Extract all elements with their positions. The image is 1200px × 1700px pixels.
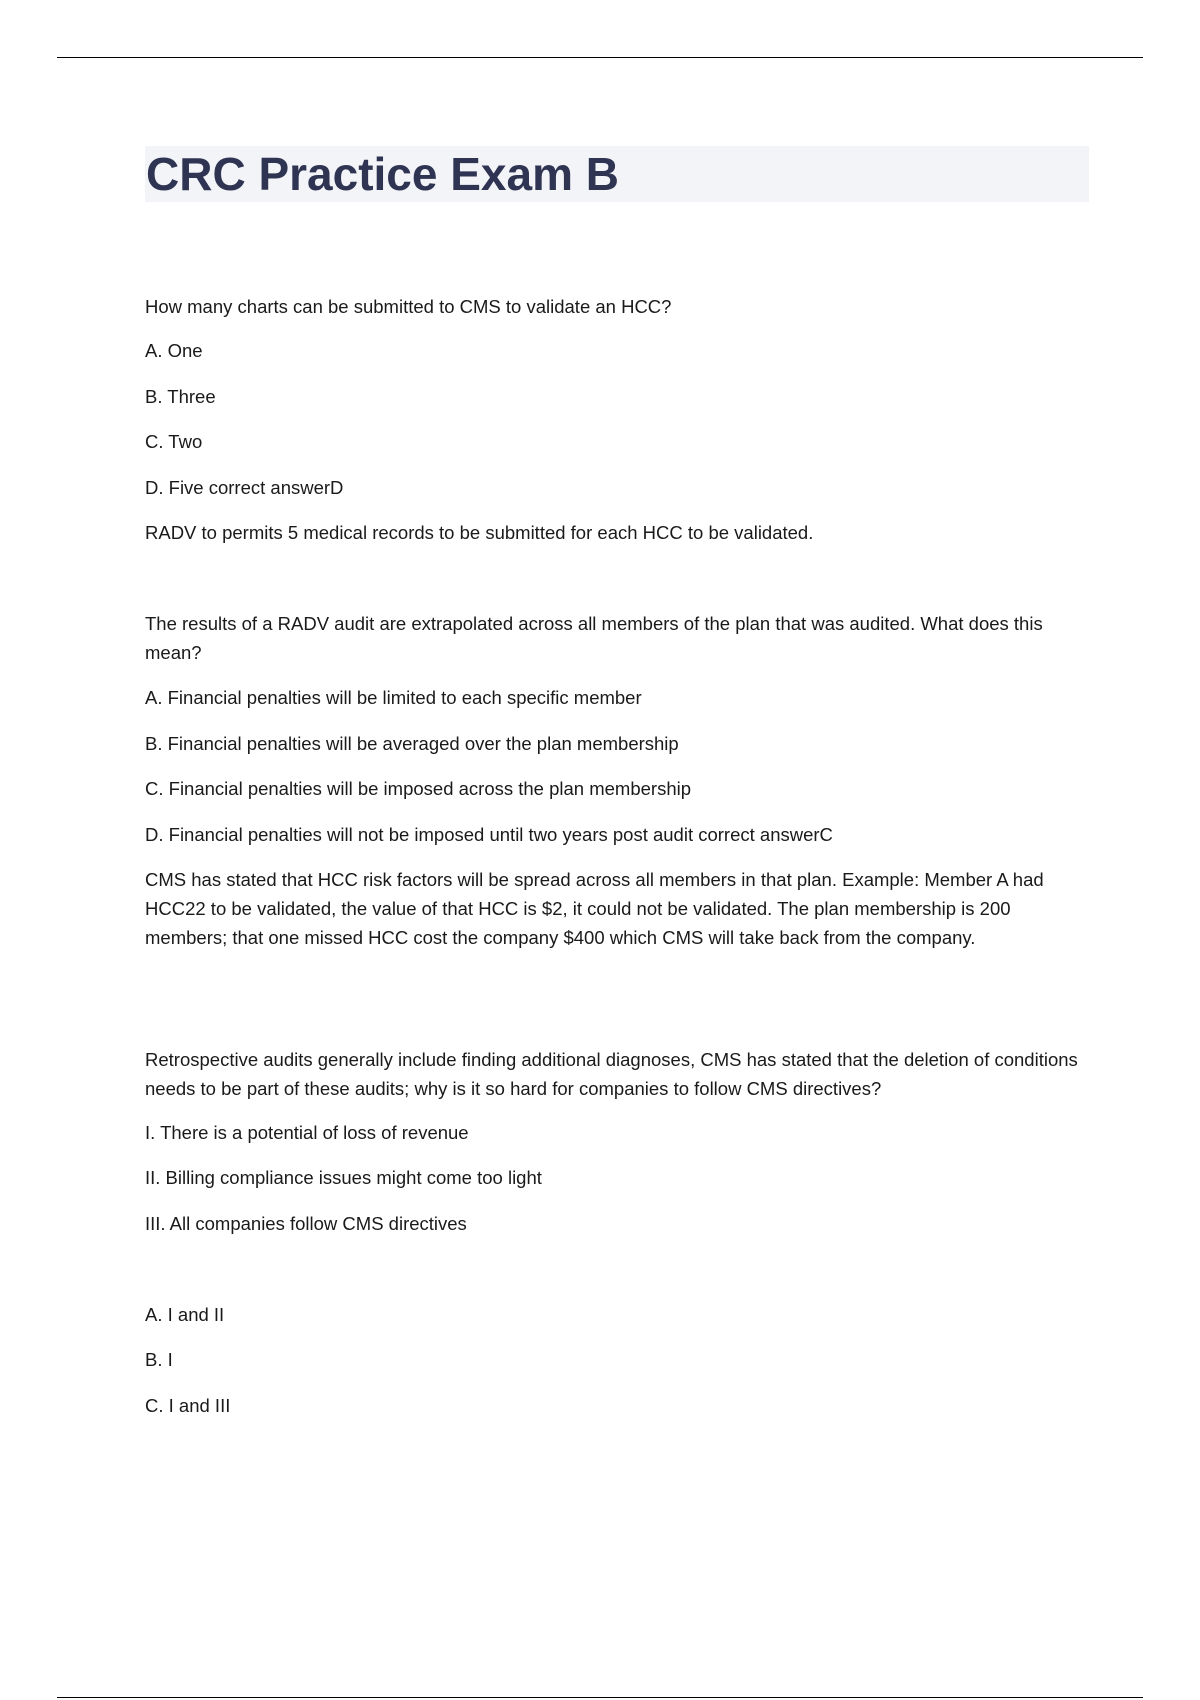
question-2-option-b: B. Financial penalties will be averaged over the plan membership xyxy=(145,733,679,754)
question-3-stem: Retrospective audits generally include finding additional diagnoses, CMS has stated that the deletion of conditions needs to be part of these audits; why is it so hard for companies to follow CMS directives? xyxy=(145,1049,1078,1099)
question-2-stem: The results of a RADV audit are extrapolated across all members of the plan that was audited. What does this mean? xyxy=(145,613,1043,663)
question-3-option-a: A. I and II xyxy=(145,1304,225,1325)
question-1-option-d: D. Five correct answerD xyxy=(145,477,344,498)
question-1-option-a: A. One xyxy=(145,340,203,361)
question-1-option-b: B. Three xyxy=(145,386,216,407)
question-3-statement-2: II. Billing compliance issues might come too light xyxy=(145,1167,542,1188)
question-3-statement-1: I. There is a potential of loss of revenue xyxy=(145,1122,469,1143)
question-2-option-a: A. Financial penalties will be limited to each specific member xyxy=(145,687,642,708)
question-2-option-c: C. Financial penalties will be imposed across the plan membership xyxy=(145,778,692,799)
question-1-stem: How many charts can be submitted to CMS to validate an HCC? xyxy=(145,296,672,317)
footer-rule xyxy=(57,1697,1143,1698)
header-rule xyxy=(57,57,1143,58)
question-3-statement-3: III. All companies follow CMS directives xyxy=(145,1213,467,1234)
question-1-explanation: RADV to permits 5 medical records to be submitted for each HCC to be validated. xyxy=(145,522,814,543)
question-2-explanation: CMS has stated that HCC risk factors will be spread across all members in that plan. Example: Member A had HCC22 to be validated, the value of that HCC is $2, it could not be validated. The plan membership is 200 members; that one missed HCC cost the company $400 which CMS will take back from the company. xyxy=(145,869,1044,948)
question-2-option-d: D. Financial penalties will not be imposed until two years post audit correct answerC xyxy=(145,824,833,845)
question-3-option-c: C. I and III xyxy=(145,1395,231,1416)
question-3-option-b: B. I xyxy=(145,1349,173,1370)
page-title: CRC Practice Exam B xyxy=(146,148,619,200)
question-1-option-c: C. Two xyxy=(145,431,203,452)
